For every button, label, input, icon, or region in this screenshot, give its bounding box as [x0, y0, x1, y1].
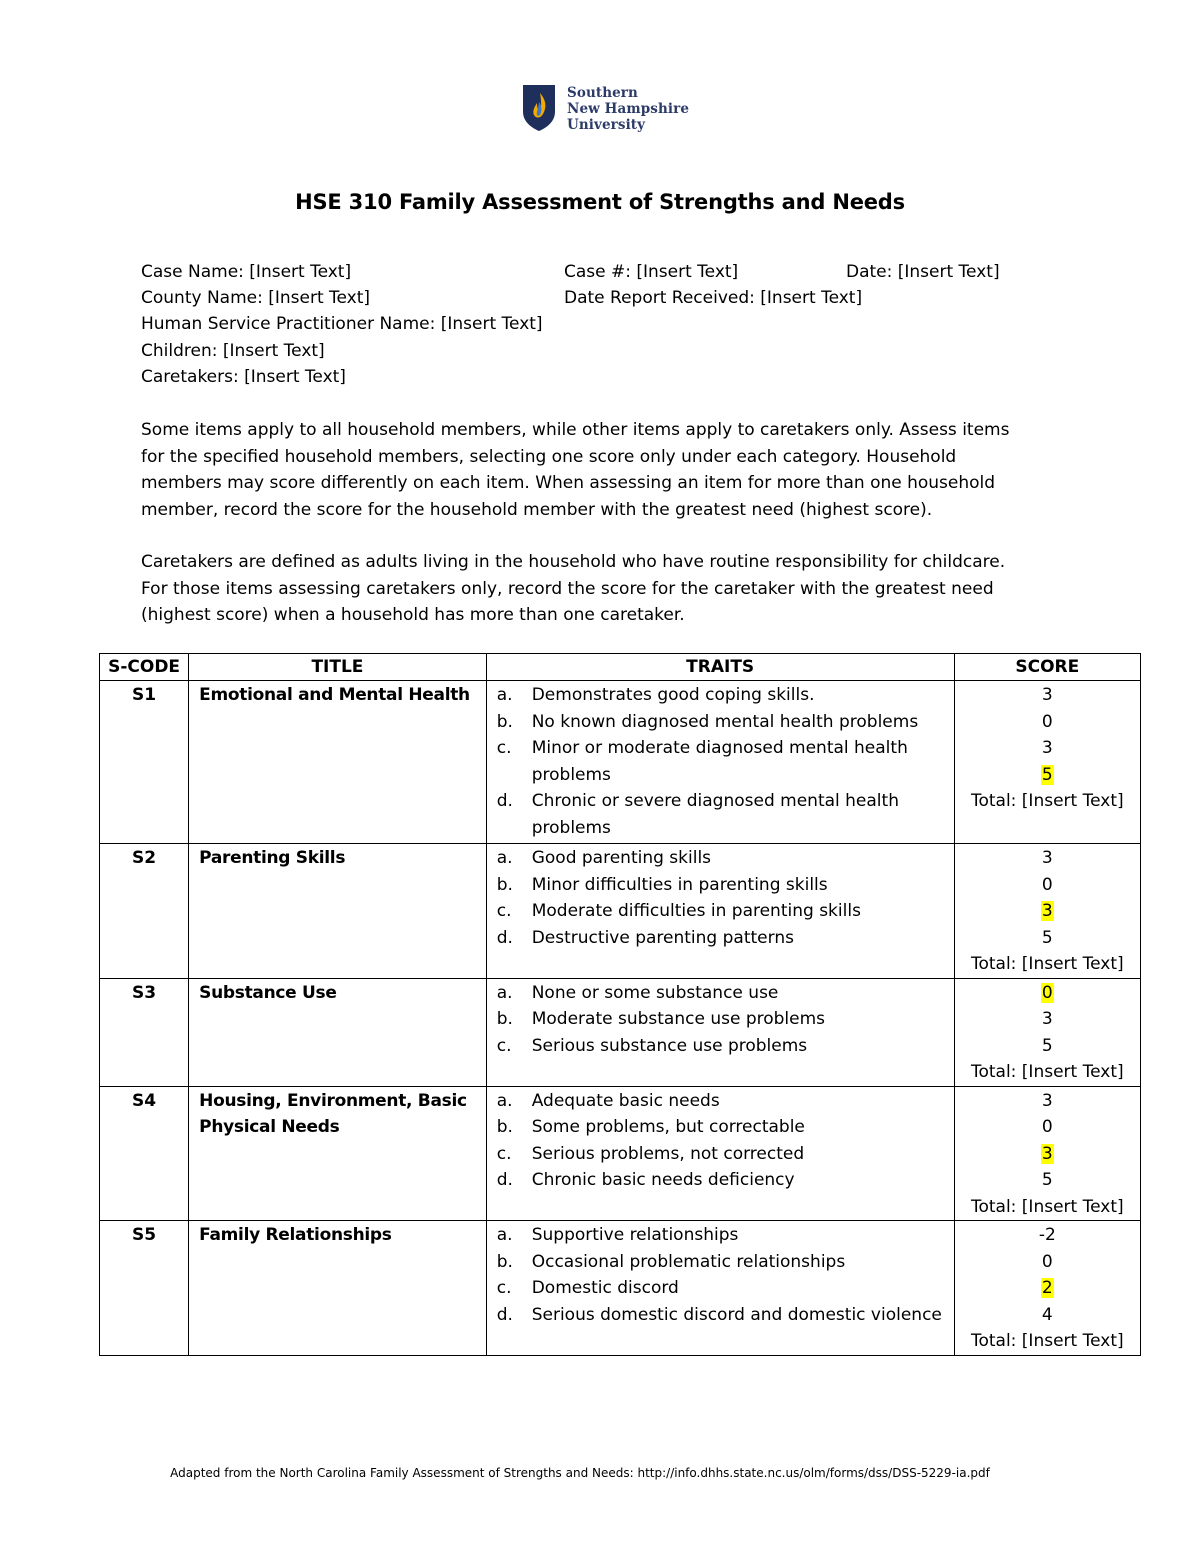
score-value-line [955, 682, 1140, 709]
para1-line: for the specified household members, selecting one score only under each category. Household [141, 446, 957, 467]
logo-line-2: New Hampshire [567, 101, 690, 117]
trait-item [497, 1167, 950, 1194]
score-value-line [955, 980, 1140, 1007]
score-total-field[interactable]: Total: [Insert Text] [970, 791, 1124, 811]
trait-item [497, 980, 950, 1007]
table-row [100, 1086, 1141, 1221]
trait-letter: b. [496, 1251, 513, 1272]
trait-item [497, 709, 950, 736]
trait-text: Domestic discord [531, 1278, 679, 1298]
trait-letter: c. [496, 901, 512, 921]
score-total-field[interactable]: Total: [Insert Text] [970, 1062, 1124, 1082]
trait-letter: a. [496, 685, 513, 705]
header-scode: S-CODE [100, 654, 189, 681]
score-value[interactable]: 5 [1041, 1170, 1053, 1190]
row-code: S1 [100, 681, 189, 844]
score-total-field[interactable]: Total: [Insert Text] [970, 954, 1124, 974]
score-value-line [955, 1033, 1140, 1060]
trait-letter: c. [496, 1143, 512, 1164]
trait-item [497, 1275, 950, 1302]
score-value[interactable]: 3 [1041, 1090, 1053, 1111]
score-value-line [955, 1302, 1140, 1329]
practitioner-field[interactable]: Human Service Practitioner Name: [Insert Text] [141, 314, 543, 334]
case-number-field[interactable]: Case #: [Insert Text] [564, 262, 739, 282]
score-value[interactable]: 0 [1041, 1117, 1053, 1137]
trait-item [497, 1088, 950, 1115]
trait-item [497, 898, 950, 925]
table-row [100, 1221, 1141, 1356]
score-value-selected[interactable]: 3 [1041, 901, 1053, 921]
trait-text: Some problems, but correctable [531, 1117, 805, 1137]
row-code: S4 [100, 1086, 189, 1221]
trait-item [497, 872, 950, 899]
trait-text: Serious problems, not corrected [531, 1143, 805, 1164]
trait-text: No known diagnosed mental health problems [531, 711, 919, 732]
trait-text: Good parenting skills [531, 848, 712, 868]
row-code: S3 [100, 978, 189, 1086]
trait-letter: c. [496, 1278, 512, 1298]
trait-text: None or some substance use [531, 982, 779, 1003]
date-report-field[interactable]: Date Report Received: [Insert Text] [564, 288, 863, 308]
score-value-line [955, 1222, 1140, 1249]
trait-text: Demonstrates good coping skills. [531, 685, 815, 705]
row-traits [486, 844, 954, 979]
trait-item [497, 1302, 950, 1329]
trait-letter: b. [496, 1009, 513, 1029]
trait-letter: a. [496, 982, 513, 1003]
row-scores [954, 978, 1140, 1086]
trait-text: Serious domestic discord and domestic violence [531, 1304, 942, 1325]
trait-letter: b. [496, 1117, 513, 1137]
row-code: S5 [100, 1221, 189, 1356]
score-total-field[interactable]: Total: [Insert Text] [970, 1331, 1124, 1351]
row-scores [954, 1221, 1140, 1356]
score-total-field[interactable]: Total: [Insert Text] [970, 1196, 1124, 1217]
shield-flame-icon [522, 84, 556, 132]
trait-letter: a. [496, 848, 513, 868]
para2-line: (highest score) when a household has more than one caretaker. [141, 605, 685, 625]
header-traits: TRAITS [486, 654, 954, 681]
trait-item [497, 1033, 950, 1060]
instructions-paragraph-1 [141, 417, 1051, 523]
score-value-line [955, 1141, 1140, 1168]
score-value[interactable]: 4 [1041, 1304, 1053, 1325]
trait-text: Moderate difficulties in parenting skills [531, 901, 861, 921]
logo-line-3: University [567, 117, 646, 133]
row-title: Family Relationships [189, 1221, 487, 1356]
row-scores [954, 1086, 1140, 1221]
row-title: Substance Use [189, 978, 487, 1086]
score-value-line [955, 762, 1140, 789]
trait-text: Occasional problematic relationships [531, 1251, 846, 1272]
trait-text: Destructive parenting patterns [531, 927, 794, 948]
score-value-line [955, 709, 1140, 736]
logo-wordmark [567, 85, 689, 133]
row-title: Parenting Skills [189, 844, 487, 979]
trait-item [497, 1006, 950, 1033]
score-value-line [955, 1167, 1140, 1194]
row-traits [486, 1086, 954, 1221]
trait-letter: b. [496, 711, 513, 732]
trait-letter: a. [496, 1225, 513, 1245]
table-row [100, 978, 1141, 1086]
row-traits [486, 681, 954, 844]
snhu-logo [522, 84, 692, 134]
case-name-field[interactable]: Case Name: [Insert Text] [141, 262, 352, 282]
trait-letter: d. [496, 1304, 513, 1325]
score-value-line [955, 1088, 1140, 1115]
trait-item [497, 1114, 950, 1141]
score-value[interactable]: 0 [1041, 1251, 1053, 1272]
score-value-line [955, 872, 1140, 899]
score-value[interactable]: 0 [1041, 874, 1053, 895]
para1-line: member, record the score for the household member with the greatest need (highest score). [141, 499, 933, 520]
trait-item [497, 682, 950, 709]
score-value-line [955, 845, 1140, 872]
trait-letter: a. [496, 1090, 513, 1111]
trait-text: Minor or moderate diagnosed mental health problems [531, 738, 908, 785]
row-traits [486, 1221, 954, 1356]
trait-item [497, 1249, 950, 1276]
table-row [100, 681, 1141, 844]
trait-item [497, 1222, 950, 1249]
trait-text: Supportive relationships [531, 1225, 739, 1245]
score-value-line [955, 735, 1140, 762]
row-title: Housing, Environment, Basic Physical Needs [189, 1086, 487, 1221]
trait-letter: d. [496, 927, 513, 948]
assessment-table [99, 653, 1141, 1356]
trait-item [497, 788, 950, 841]
score-value[interactable]: -2 [1038, 1225, 1056, 1245]
trait-text: Serious substance use problems [531, 1035, 808, 1056]
row-traits [486, 978, 954, 1086]
footer-citation: Adapted from the North Carolina Family Assessment of Strengths and Needs: http://info.dhhs.state.nc.us/olm/forms/dss/DSS-5229-ia.pdf [170, 1466, 990, 1480]
row-title: Emotional and Mental Health [189, 681, 487, 844]
score-value[interactable]: 0 [1041, 711, 1053, 732]
score-value[interactable]: 3 [1041, 1009, 1053, 1029]
county-name-field[interactable]: County Name: [Insert Text] [141, 288, 371, 308]
instructions-paragraph-2 [141, 549, 1051, 629]
score-value[interactable]: 3 [1041, 848, 1053, 868]
logo-line-1: Southern [567, 85, 638, 101]
score-value[interactable]: 5 [1041, 1035, 1053, 1056]
score-value-selected[interactable]: 0 [1041, 982, 1053, 1003]
score-value-line [955, 898, 1140, 925]
trait-text: Moderate substance use problems [531, 1009, 826, 1029]
trait-item [497, 845, 950, 872]
para1-line: members may score differently on each item. When assessing an item for more than one household [141, 473, 996, 493]
caretakers-field[interactable]: Caretakers: [Insert Text] [141, 367, 346, 387]
row-scores [954, 844, 1140, 979]
para2-line: For those items assessing caretakers only, record the score for the caretaker with the greatest need [141, 578, 994, 599]
score-value-line [955, 1006, 1140, 1033]
trait-text: Chronic basic needs deficiency [531, 1170, 795, 1190]
score-value-selected[interactable]: 2 [1041, 1278, 1053, 1298]
score-value-selected[interactable]: 3 [1041, 1143, 1053, 1164]
row-code: S2 [100, 844, 189, 979]
score-value-line [955, 1249, 1140, 1276]
para2-line: Caretakers are defined as adults living in the household who have routine responsibility for childcare. [141, 552, 1006, 572]
trait-letter: d. [496, 791, 513, 811]
trait-text: Minor difficulties in parenting skills [531, 874, 828, 895]
score-value-line [955, 925, 1140, 952]
date-field[interactable]: Date: [Insert Text] [846, 262, 1000, 282]
header-title: TITLE [189, 654, 487, 681]
trait-item [497, 735, 950, 788]
children-field[interactable]: Children: [Insert Text] [141, 341, 325, 361]
trait-item [497, 925, 950, 952]
score-value-line [955, 1275, 1140, 1302]
para1-line: Some items apply to all household members, while other items apply to caretakers only. Assess items [141, 420, 1010, 440]
trait-letter: d. [496, 1170, 513, 1190]
score-value-selected[interactable]: 5 [1041, 764, 1053, 785]
trait-item [497, 1141, 950, 1168]
trait-text: Adequate basic needs [531, 1090, 720, 1111]
trait-text: Chronic or severe diagnosed mental health problems [531, 791, 899, 838]
score-value-line [955, 1114, 1140, 1141]
table-row [100, 844, 1141, 979]
trait-letter: b. [496, 874, 513, 895]
row-scores [954, 681, 1140, 844]
trait-letter: c. [496, 1035, 512, 1056]
score-value[interactable]: 3 [1041, 685, 1053, 705]
score-value[interactable]: 3 [1041, 738, 1053, 758]
score-value[interactable]: 5 [1041, 927, 1053, 948]
document-title: HSE 310 Family Assessment of Strengths and Needs [295, 190, 905, 214]
table-header-row [100, 654, 1141, 681]
header-score: SCORE [954, 654, 1140, 681]
trait-letter: c. [496, 738, 512, 758]
